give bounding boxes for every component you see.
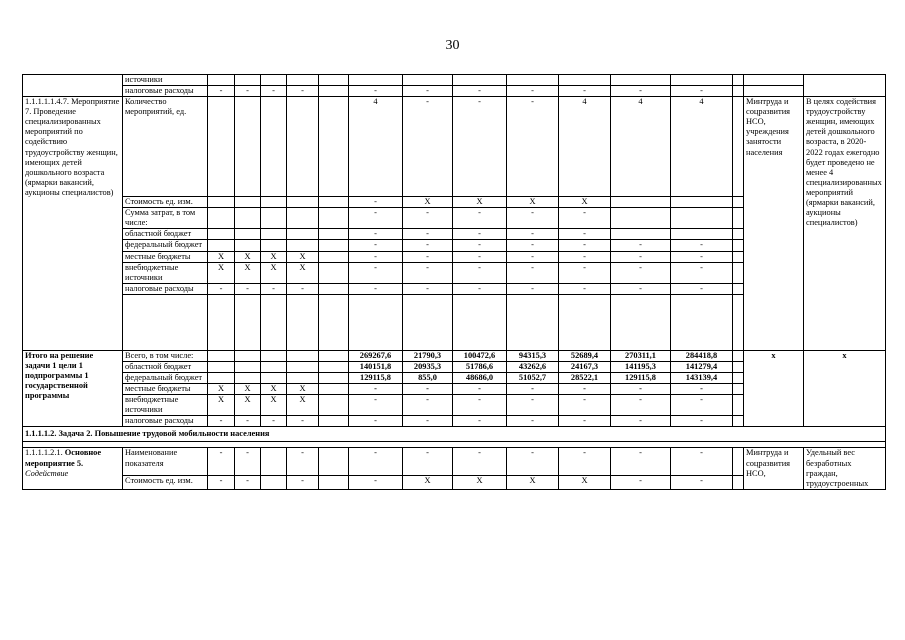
table-cell: -: [507, 251, 559, 262]
table-cell: X: [235, 395, 261, 416]
table-cell: [671, 197, 733, 208]
table-cell: -: [559, 283, 611, 294]
table-cell: -: [453, 86, 507, 97]
table-cell: [235, 294, 261, 350]
table-cell: X: [287, 251, 319, 262]
table-cell: -: [349, 86, 403, 97]
table-cell: [319, 373, 349, 384]
table-cell: [208, 75, 235, 86]
table-cell: -: [403, 251, 453, 262]
table-cell: X: [559, 475, 611, 489]
table-cell: -: [671, 395, 733, 416]
table-cell: [349, 75, 403, 86]
table-cell: 4: [349, 97, 403, 197]
table-cell: -: [507, 395, 559, 416]
table-cell: -: [507, 283, 559, 294]
table-cell: 43262,6: [507, 361, 559, 372]
table-cell: 284418,8: [671, 350, 733, 361]
table-cell: X: [261, 395, 287, 416]
table-cell: -: [453, 229, 507, 240]
table-cell: [733, 373, 744, 384]
table-cell: [287, 373, 319, 384]
table-cell: областной бюджет: [123, 361, 208, 372]
table-cell: [733, 229, 744, 240]
table-cell: -: [235, 283, 261, 294]
table-cell: [733, 416, 744, 427]
table-cell: X: [403, 475, 453, 489]
table-cell: [611, 197, 671, 208]
table-cell: [287, 208, 319, 229]
table-cell: [733, 384, 744, 395]
table-cell: -: [671, 475, 733, 489]
table-cell: [261, 240, 287, 251]
table-cell: 24167,3: [559, 361, 611, 372]
table-cell: [403, 75, 453, 86]
table-cell: -: [235, 416, 261, 427]
table-cell: -: [507, 208, 559, 229]
table-cell: -: [403, 416, 453, 427]
table-cell: -: [261, 416, 287, 427]
table-cell: -: [453, 240, 507, 251]
table-cell: -: [507, 97, 559, 197]
table-cell: -: [671, 251, 733, 262]
table-cell: 21790,3: [403, 350, 453, 361]
table-cell: [208, 97, 235, 197]
table-cell: внебюджетные источники: [123, 395, 208, 416]
table-cell: X: [208, 251, 235, 262]
table-cell: [261, 75, 287, 86]
table-cell: [319, 395, 349, 416]
table-cell: Минтруда и соцразвития НСО, учреждения занятости населения: [744, 97, 804, 351]
table-cell: [319, 384, 349, 395]
table-cell: X: [287, 395, 319, 416]
table-cell: [261, 294, 287, 350]
table-cell: -: [403, 395, 453, 416]
table-cell: [261, 448, 287, 475]
table-cell: -: [611, 475, 671, 489]
table-cell: [804, 75, 886, 97]
table-cell: -: [235, 448, 261, 475]
table-cell: [611, 208, 671, 229]
table-cell: -: [349, 251, 403, 262]
table-cell: [208, 294, 235, 350]
table-cell: [208, 240, 235, 251]
table-cell: 51786,6: [453, 361, 507, 372]
table-cell: [319, 283, 349, 294]
table-cell: [611, 75, 671, 86]
table-cell: -: [611, 448, 671, 475]
table-cell: [319, 251, 349, 262]
table-cell: 269267,6: [349, 350, 403, 361]
table-cell: [287, 75, 319, 86]
table-cell: -: [453, 97, 507, 197]
table-cell: федеральный бюджет: [123, 240, 208, 251]
table-cell: [559, 294, 611, 350]
table-cell: [733, 395, 744, 416]
table-cell: [733, 75, 744, 86]
table-cell: [319, 75, 349, 86]
table-cell: [287, 97, 319, 197]
table-cell: Стоимость ед. изм.: [123, 197, 208, 208]
table-cell: [235, 240, 261, 251]
table-cell: [261, 475, 287, 489]
table-cell: -: [507, 240, 559, 251]
table-cell: -: [453, 416, 507, 427]
table-cell: 94315,3: [507, 350, 559, 361]
table-cell: -: [611, 86, 671, 97]
table-cell: [261, 361, 287, 372]
table-cell: -: [611, 283, 671, 294]
table-cell: 141195,3: [611, 361, 671, 372]
table-cell: -: [403, 229, 453, 240]
table-cell: -: [403, 384, 453, 395]
table-cell: -: [349, 229, 403, 240]
table-cell: В целях содействия трудоустройству женщин, имеющих детей дошкольного возраста, в 2020-2022 годах ежегодно будет проведено не менее 4 специализированных мероприятий (ярмарки вакансий, аукционы специалистов): [804, 97, 886, 351]
table-cell: -: [507, 384, 559, 395]
table-cell: [287, 240, 319, 251]
table-cell: -: [403, 283, 453, 294]
table-cell: -: [208, 416, 235, 427]
table-cell: [235, 361, 261, 372]
table-row: [23, 86, 886, 97]
table-cell: [733, 283, 744, 294]
table-cell: [744, 75, 804, 86]
table-cell: -: [287, 283, 319, 294]
table-cell: -: [671, 448, 733, 475]
table-cell: -: [671, 240, 733, 251]
table-cell: [235, 75, 261, 86]
table-cell: [319, 350, 349, 361]
table-cell: Итого на решение задачи 1 цели 1 подпрограммы 1 государственной программы: [23, 350, 123, 427]
table-cell: 4: [611, 97, 671, 197]
table-cell: [671, 294, 733, 350]
table-cell: [611, 229, 671, 240]
table-cell: -: [287, 416, 319, 427]
table-cell: [319, 475, 349, 489]
table-cell: [733, 262, 744, 283]
table-cell: -: [611, 416, 671, 427]
table-cell: -: [453, 251, 507, 262]
table-cell: [507, 75, 559, 86]
table-cell: [319, 262, 349, 283]
table-cell: [453, 294, 507, 350]
table-cell: [208, 361, 235, 372]
table-cell: [235, 197, 261, 208]
table-cell: [733, 197, 744, 208]
table-cell: [287, 361, 319, 372]
table-cell: [319, 229, 349, 240]
table-cell: [733, 97, 744, 197]
table-cell: 129115,8: [349, 373, 403, 384]
table-cell: -: [349, 416, 403, 427]
table-cell: X: [287, 384, 319, 395]
table-cell: -: [349, 208, 403, 229]
table-cell: [733, 294, 744, 350]
table-cell: [261, 208, 287, 229]
table-cell: [208, 229, 235, 240]
table-cell: Количество мероприятий, ед.: [123, 97, 208, 197]
table-cell: Сумма затрат, в том числе:: [123, 208, 208, 229]
table-cell: Удельный вес безработных граждан, трудоустроенных: [804, 448, 886, 489]
table-cell: -: [559, 208, 611, 229]
table-cell: налоговые расходы: [123, 283, 208, 294]
page-number: 30: [445, 38, 460, 53]
table-cell: [733, 475, 744, 489]
table-cell: -: [611, 262, 671, 283]
table-cell: -: [208, 86, 235, 97]
table-cell: X: [453, 197, 507, 208]
table-cell: X: [235, 384, 261, 395]
table-cell: -: [453, 208, 507, 229]
table-cell: X: [208, 395, 235, 416]
table-cell: -: [559, 416, 611, 427]
table-cell: [208, 350, 235, 361]
table-cell: [733, 350, 744, 361]
table-cell: [559, 75, 611, 86]
table-cell: [733, 448, 744, 475]
table-cell: -: [671, 384, 733, 395]
table-cell: [319, 86, 349, 97]
table-cell: [208, 373, 235, 384]
table-cell: -: [349, 395, 403, 416]
table-cell: Минтруда и соцразвития НСО,: [744, 448, 804, 489]
table-cell: -: [349, 240, 403, 251]
table-cell: x: [804, 350, 886, 427]
table-cell: 270311,1: [611, 350, 671, 361]
table-cell: X: [507, 197, 559, 208]
table-cell: X: [261, 251, 287, 262]
table-cell: 4: [671, 97, 733, 197]
table-cell: -: [208, 448, 235, 475]
table-cell: Наименование показателя: [123, 448, 208, 475]
table-cell: -: [611, 240, 671, 251]
table-cell: -: [403, 262, 453, 283]
table-cell: областной бюджет: [123, 229, 208, 240]
table-cell: -: [611, 384, 671, 395]
table-cell: [123, 294, 208, 350]
table-cell: 20935,3: [403, 361, 453, 372]
table-cell: X: [261, 262, 287, 283]
table-cell: -: [349, 283, 403, 294]
table-cell: 143139,4: [671, 373, 733, 384]
table-cell: -: [235, 475, 261, 489]
table-row: [23, 97, 886, 197]
table-cell: налоговые расходы: [123, 86, 208, 97]
table-cell: -: [453, 384, 507, 395]
table-row: [23, 75, 886, 86]
table-cell: [261, 197, 287, 208]
table-cell: 48686,0: [453, 373, 507, 384]
section-row: [23, 427, 886, 442]
table-cell: 28522,1: [559, 373, 611, 384]
table-cell: [261, 350, 287, 361]
table-cell: -: [453, 283, 507, 294]
table-cell: источники: [123, 75, 208, 86]
table-cell: -: [287, 86, 319, 97]
table-cell: [733, 361, 744, 372]
table-cell: [208, 208, 235, 229]
table-cell: [733, 240, 744, 251]
program-table: [22, 74, 886, 490]
table-cell: -: [611, 395, 671, 416]
table-cell: -: [403, 208, 453, 229]
table-cell: [671, 229, 733, 240]
table-cell: -: [453, 448, 507, 475]
table-cell: -: [559, 384, 611, 395]
table-cell: X: [507, 475, 559, 489]
table-cell: -: [671, 262, 733, 283]
table-cell: [611, 294, 671, 350]
table-cell: -: [261, 283, 287, 294]
table-cell: налоговые расходы: [123, 416, 208, 427]
table-cell: 1.1.1.1.1.4.7. Мероприятие 7. Проведение специализированных мероприятий по содействию трудоустройству женщин, имеющих детей дошкольного возраста (ярмарки вакансий, аукционы специалистов): [23, 97, 123, 351]
table-cell: X: [208, 384, 235, 395]
table-row: [23, 350, 886, 361]
table-row: [23, 448, 886, 475]
table-cell: [733, 86, 744, 97]
table-cell: местные бюджеты: [123, 384, 208, 395]
table-cell: [349, 294, 403, 350]
table-cell: X: [235, 262, 261, 283]
table-cell: -: [507, 86, 559, 97]
table-cell: [208, 197, 235, 208]
table-cell: -: [507, 416, 559, 427]
table-cell: X: [403, 197, 453, 208]
table-cell: -: [349, 475, 403, 489]
table-cell: [319, 97, 349, 197]
table-cell: -: [453, 262, 507, 283]
table-cell: [287, 294, 319, 350]
table-cell: 4: [559, 97, 611, 197]
table-cell: -: [671, 283, 733, 294]
table-cell: [671, 75, 733, 86]
table-cell: 129115,8: [611, 373, 671, 384]
table-cell: X: [287, 262, 319, 283]
table-cell: [453, 75, 507, 86]
table-cell: -: [349, 262, 403, 283]
table-cell: -: [559, 229, 611, 240]
table-cell: -: [611, 251, 671, 262]
table-cell: -: [403, 240, 453, 251]
table-cell: 51052,7: [507, 373, 559, 384]
table-cell: -: [671, 416, 733, 427]
table-cell: -: [507, 448, 559, 475]
table-cell: 100472,6: [453, 350, 507, 361]
table-cell: [287, 350, 319, 361]
table-cell: [235, 373, 261, 384]
table-cell: [261, 229, 287, 240]
table-cell: 52689,4: [559, 350, 611, 361]
table-cell: [671, 208, 733, 229]
table-cell: [319, 416, 349, 427]
table-cell: -: [671, 86, 733, 97]
table-cell: [261, 373, 287, 384]
table-cell: [235, 350, 261, 361]
table-cell: [287, 229, 319, 240]
table-cell: [319, 197, 349, 208]
table-cell: [733, 251, 744, 262]
table-cell: 140151,8: [349, 361, 403, 372]
table-cell: -: [349, 448, 403, 475]
table-cell: [319, 240, 349, 251]
table-cell: Всего, в том числе:: [123, 350, 208, 361]
table-cell: [23, 75, 123, 97]
table-cell: -: [403, 86, 453, 97]
table-cell: [733, 208, 744, 229]
table-cell: -: [235, 86, 261, 97]
table-cell: федеральный бюджет: [123, 373, 208, 384]
table-cell: X: [235, 251, 261, 262]
table-cell: [235, 208, 261, 229]
table-cell: X: [559, 197, 611, 208]
table-cell: 855,0: [403, 373, 453, 384]
table-cell: [261, 97, 287, 197]
table-cell: [507, 294, 559, 350]
table-cell: -: [559, 262, 611, 283]
table-cell: [319, 361, 349, 372]
table-cell: местные бюджеты: [123, 251, 208, 262]
table-cell: Стоимость ед. изм.: [123, 475, 208, 489]
table-cell: внебюджетные источники: [123, 262, 208, 283]
table-cell: -: [559, 448, 611, 475]
table-cell: -: [208, 475, 235, 489]
table-cell: x: [744, 350, 804, 427]
table-cell: -: [403, 97, 453, 197]
table-cell: [287, 197, 319, 208]
table-cell: 1.1.1.1.2. Задача 2. Повышение трудовой мобильности населения: [23, 427, 886, 442]
table-cell: [235, 229, 261, 240]
table-cell: -: [559, 395, 611, 416]
table-cell: -: [559, 251, 611, 262]
table-cell: -: [507, 262, 559, 283]
table-cell: X: [453, 475, 507, 489]
table-cell: X: [208, 262, 235, 283]
table-cell: X: [261, 384, 287, 395]
table-cell: -: [349, 197, 403, 208]
table-cell: -: [261, 86, 287, 97]
table-cell: -: [559, 240, 611, 251]
table-cell: [319, 448, 349, 475]
table-cell: -: [349, 384, 403, 395]
table-cell: -: [559, 86, 611, 97]
table-cell: -: [287, 448, 319, 475]
activity-title-cell: 1.1.1.1.2.1. Основное мероприятие 5. Содействие: [23, 448, 123, 489]
table-cell: -: [507, 229, 559, 240]
table-cell: -: [287, 475, 319, 489]
table-cell: -: [208, 283, 235, 294]
table-cell: [319, 208, 349, 229]
table-cell: -: [453, 395, 507, 416]
table-cell: 141279,4: [671, 361, 733, 372]
table-cell: [319, 294, 349, 350]
table-cell: [235, 97, 261, 197]
table-cell: [403, 294, 453, 350]
table-cell: -: [403, 448, 453, 475]
